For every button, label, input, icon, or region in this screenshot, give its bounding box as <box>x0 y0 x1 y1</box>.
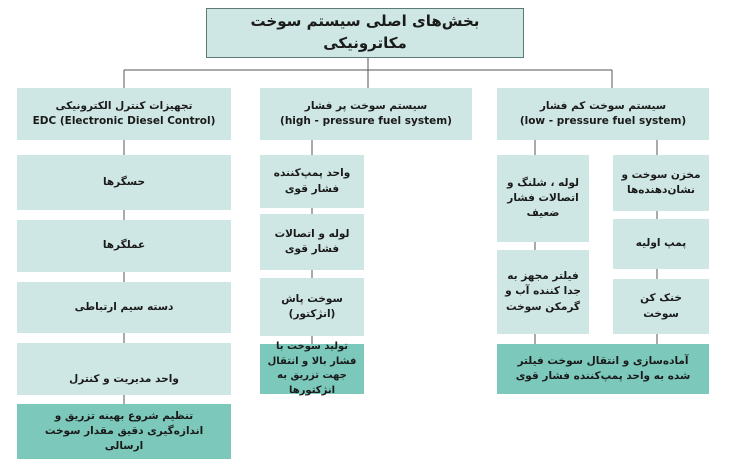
edc-header-fa: تجهیزات کنترل الکترونیکی <box>55 99 193 112</box>
edc-result <box>17 404 231 459</box>
edc-header-en: EDC (Electronic Diesel Control) <box>32 115 216 127</box>
edc-result-text: تنظیم شروع بهینه تزریق و اندازه‌گیری دقیق مقدار سوخت ارسالی <box>44 409 204 453</box>
low-item-label: لوله ، شلنگ و اتصالات فشار ضعیف <box>507 176 579 220</box>
low-result <box>497 344 709 394</box>
high-header-en: (high - pressure fuel system) <box>280 115 452 127</box>
low-header-fa: سیستم سوخت کم فشار <box>539 99 667 112</box>
low-pressure-header <box>497 88 709 140</box>
high-item-line2: (انژکتور) <box>288 308 336 320</box>
edc-item-label: حسگرها <box>102 175 146 188</box>
edc-item-label: عملگرها <box>102 239 146 252</box>
high-item-line1: سوخت پاش <box>281 292 343 305</box>
edc-item-wiring <box>17 282 231 333</box>
high-item-pipes <box>260 214 364 270</box>
edc-item-sensors <box>17 155 231 210</box>
high-item-pump-unit <box>260 155 364 208</box>
high-item-injector <box>260 278 364 336</box>
low-item-fuel-tank <box>613 155 709 211</box>
high-item-line1: لوله و اتصالات <box>274 227 350 240</box>
edc-item-control-unit <box>17 343 231 395</box>
low-item-label: پمپ اولیه <box>635 237 687 250</box>
low-item-filter <box>497 250 589 334</box>
low-item-label: مخزن سوخت و نشان‌دهنده‌ها <box>621 168 701 196</box>
low-item-fuel-cooler <box>613 279 709 334</box>
edc-item-label: دسته سیم ارتباطی <box>74 300 174 313</box>
low-item-label: خنک کن سوخت <box>640 292 682 320</box>
low-header-en: (low - pressure fuel system) <box>519 115 687 127</box>
edc-header <box>17 88 231 140</box>
high-item-line2: فشار قوی <box>284 182 340 195</box>
low-item-label: فیلتر مجهز به جدا کننده آب و گرمکن سوخت <box>505 270 581 313</box>
high-header-fa: سیستم سوخت پر فشار <box>304 99 428 112</box>
high-pressure-header <box>260 88 472 140</box>
edc-item-label: واحد مدیریت و کنترل <box>69 372 179 385</box>
diagram-title: بخش‌های اصلی سیستم سوخت مکاترونیکی <box>206 8 524 58</box>
high-item-line2: فشار قوی <box>284 243 340 255</box>
low-result-text: آماده‌سازی و انتقال سوخت فیلتر شده به واحد پمپ‌کننده فشار قوی <box>515 354 691 382</box>
low-item-pipes-hoses <box>497 155 589 242</box>
high-result-text: تولید سوخت با فشار بالا و انتقال جهت تزریق به انژکتورها <box>267 341 357 396</box>
edc-item-actuators <box>17 220 231 272</box>
high-item-line1: واحد پمپ‌کننده <box>273 167 351 180</box>
high-result <box>260 341 364 396</box>
low-item-primary-pump <box>613 219 709 269</box>
